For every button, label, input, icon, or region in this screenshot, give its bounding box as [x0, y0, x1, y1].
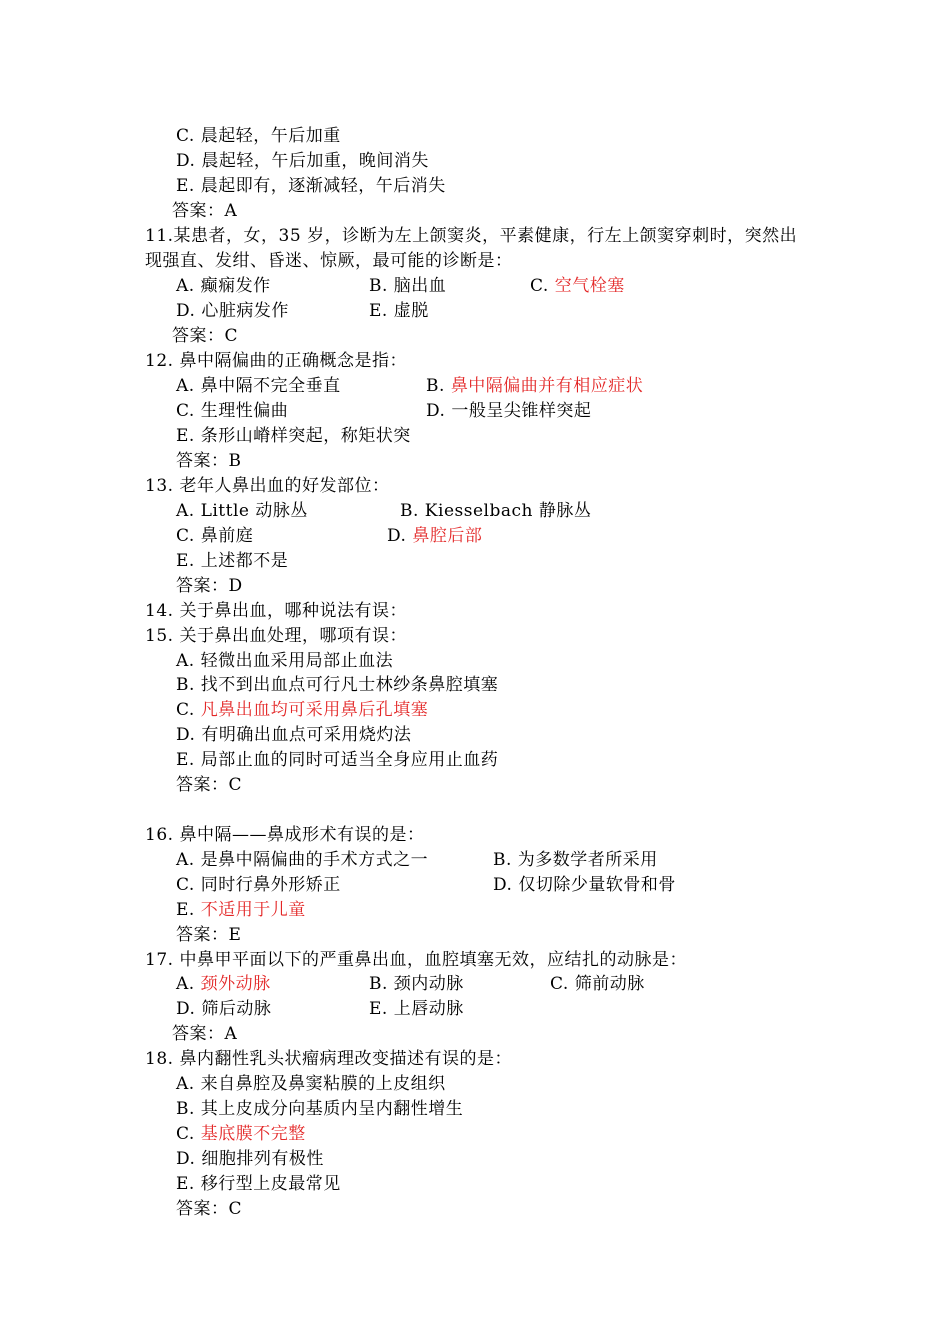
option-label: E.	[176, 900, 201, 920]
question-14-stem: 14. 关于鼻出血，哪种说法有误：	[145, 601, 407, 621]
option-c: C. 同时行鼻外形矫正	[176, 875, 341, 895]
question-11-stem: 11.某患者，女，35 岁，诊断为左上颌窦炎，平素健康，行左上颌窦穿刺时，突然出	[145, 226, 798, 246]
option-label: D.	[387, 526, 413, 546]
option-e: E. 移行型上皮最常见	[176, 1174, 341, 1194]
answer-line: 答案：A	[172, 201, 238, 221]
option-b: B. 找不到出血点可行凡士林纱条鼻腔填塞	[176, 675, 499, 695]
option-d	[387, 526, 482, 546]
option-a: A. 轻微出血采用局部止血法	[176, 651, 394, 671]
option-b: B. Kiesselbach 静脉丛	[400, 501, 592, 521]
correct-answer-highlight: 颈外动脉	[200, 974, 271, 994]
option-a: A. Little 动脉丛	[176, 501, 308, 521]
option-a: A. 来自鼻腔及鼻窦粘膜的上皮组织	[176, 1074, 446, 1094]
correct-answer-highlight: 空气栓塞	[554, 276, 625, 296]
option-b: B. 其上皮成分向基质内呈内翻性增生	[176, 1099, 464, 1119]
option-a: A. 癫痫发作	[176, 276, 271, 296]
option-c	[530, 276, 625, 296]
option-label: C.	[176, 1124, 201, 1144]
option-e: E. 虚脱	[369, 301, 429, 321]
option-b: B. 为多数学者所采用	[493, 850, 658, 870]
option-d: D. 心脏病发作	[176, 301, 289, 321]
answer-line: 答案：D	[176, 576, 243, 596]
option-d: D. 筛后动脉	[176, 999, 272, 1019]
option-c: C. 筛前动脉	[550, 974, 645, 994]
option-b: B. 颈内动脉	[369, 974, 464, 994]
question-13-stem: 13. 老年人鼻出血的好发部位：	[145, 476, 390, 496]
option-line: E. 晨起即有，逐渐减轻，午后消失	[176, 176, 446, 196]
option-label: C.	[530, 276, 555, 296]
answer-line: 答案：C	[172, 326, 239, 346]
answer-line: 答案：C	[176, 1199, 243, 1219]
correct-answer-highlight: 鼻中隔偏曲并有相应症状	[450, 376, 644, 396]
option-c	[176, 700, 428, 720]
option-line: C. 晨起轻，午后加重	[176, 126, 341, 146]
answer-line: 答案：E	[176, 925, 242, 945]
option-label: C.	[176, 700, 201, 720]
option-c	[176, 1124, 306, 1144]
answer-line: 答案：C	[176, 775, 243, 795]
option-a: A. 鼻中隔不完全垂直	[176, 376, 341, 396]
question-16-stem: 16. 鼻中隔——鼻成形术有误的是：	[145, 825, 425, 845]
option-b: B. 脑出血	[369, 276, 447, 296]
option-d: D. 仅切除少量软骨和骨	[493, 875, 676, 895]
correct-answer-highlight: 凡鼻出血均可采用鼻后孔填塞	[200, 700, 429, 720]
question-15-stem: 15. 关于鼻出血处理，哪项有误：	[145, 626, 407, 646]
option-a: A. 是鼻中隔偏曲的手术方式之一	[176, 850, 429, 870]
question-11-stem-cont: 现强直、发绀、昏迷、惊厥，最可能的诊断是：	[145, 251, 513, 271]
option-e	[176, 900, 306, 920]
option-e: E. 条形山嵴样突起，称矩状突	[176, 426, 411, 446]
answer-line: 答案：A	[172, 1024, 238, 1044]
option-a	[176, 974, 271, 994]
correct-answer-highlight: 鼻腔后部	[412, 526, 483, 546]
option-e: E. 上述都不是	[176, 551, 289, 571]
option-c: C. 鼻前庭	[176, 526, 254, 546]
option-e: E. 局部止血的同时可适当全身应用止血药	[176, 750, 499, 770]
option-line: D. 晨起轻，午后加重，晚间消失	[176, 151, 429, 171]
answer-line: 答案：B	[176, 451, 242, 471]
option-c: C. 生理性偏曲	[176, 401, 289, 421]
option-d: D. 细胞排列有极性	[176, 1149, 324, 1169]
option-e: E. 上唇动脉	[369, 999, 464, 1019]
correct-answer-highlight: 基底膜不完整	[200, 1124, 306, 1144]
option-label: B.	[426, 376, 451, 396]
question-17-stem: 17. 中鼻甲平面以下的严重鼻出血，血腔填塞无效，应结扎的动脉是：	[145, 950, 687, 970]
option-b	[426, 376, 643, 396]
question-18-stem: 18. 鼻内翻性乳头状瘤病理改变描述有误的是：	[145, 1049, 512, 1069]
question-12-stem: 12. 鼻中隔偏曲的正确概念是指：	[145, 351, 407, 371]
correct-answer-highlight: 不适用于儿童	[200, 900, 306, 920]
option-label: A.	[176, 974, 201, 994]
option-d: D. 一般呈尖锥样突起	[426, 401, 592, 421]
option-d: D. 有明确出血点可采用烧灼法	[176, 725, 412, 745]
